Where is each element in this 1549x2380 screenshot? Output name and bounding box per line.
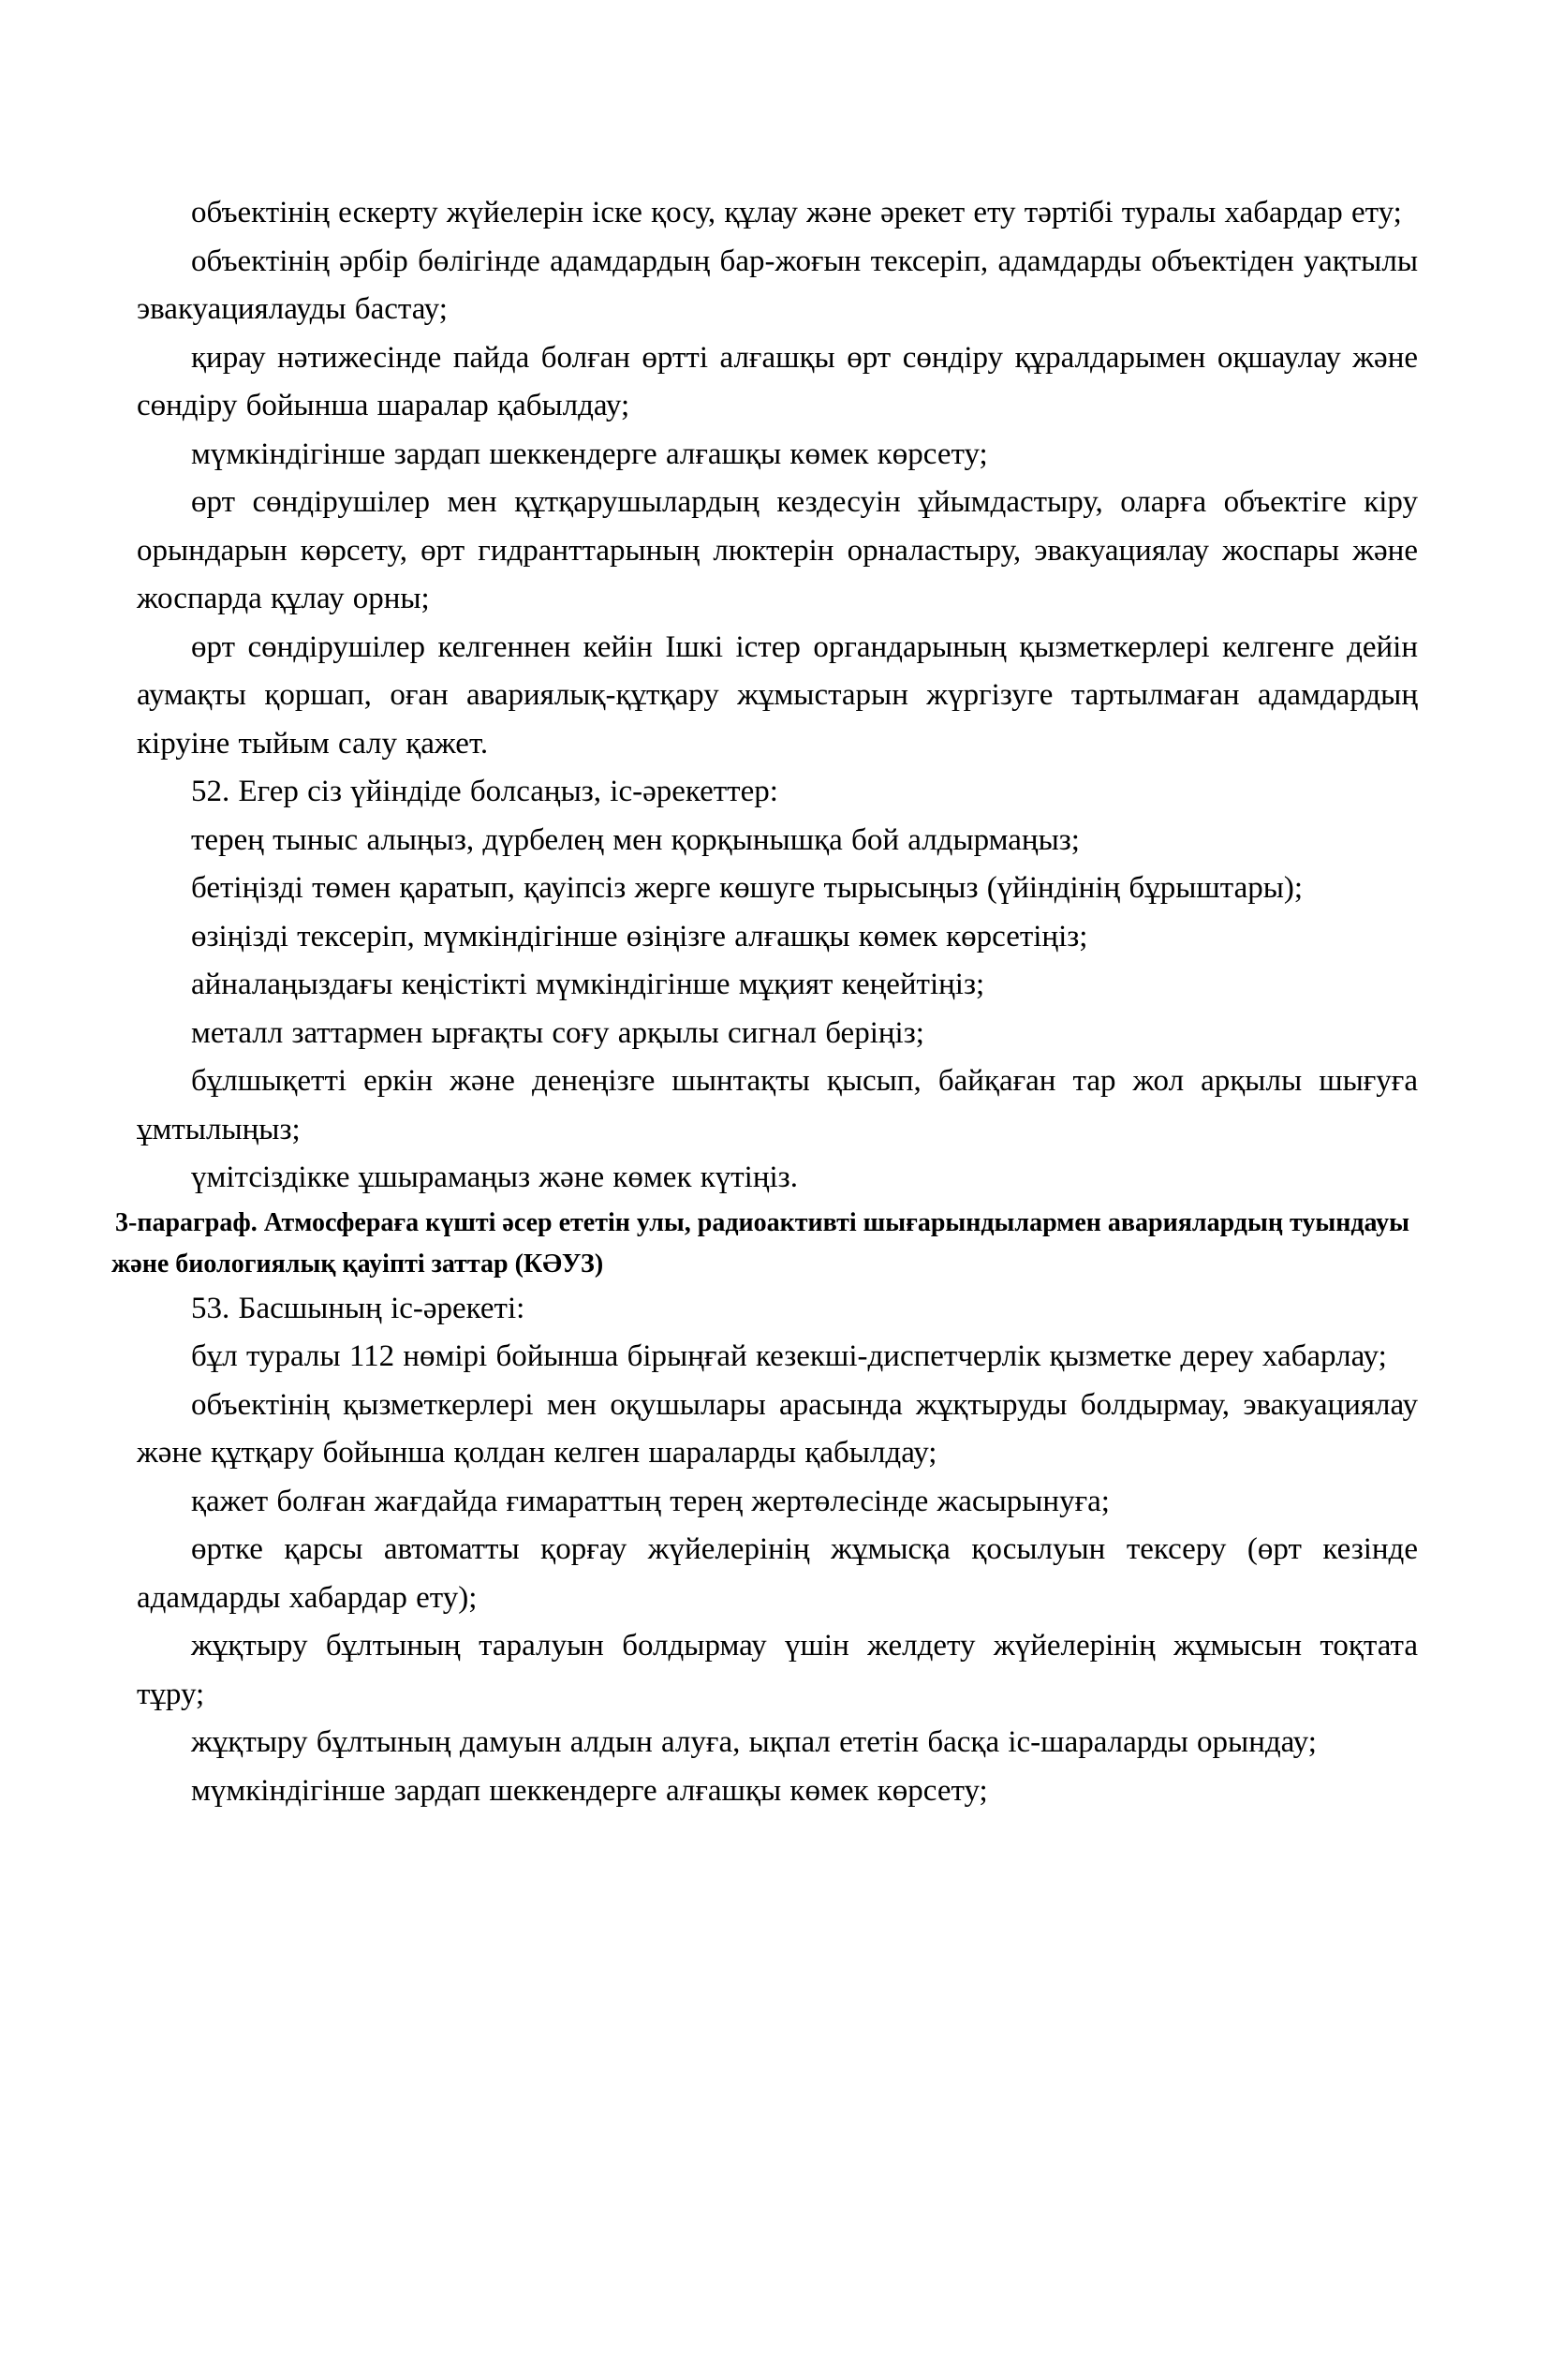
paragraph: объектінің қызметкерлері мен оқушылары арасында жұқтыруды болдырмау, эвакуациялау және құтқару бойынша қолдан келген шараларды қабылдау; [137,1387,1418,1470]
paragraph-item-52: 52. Егер сіз үйіндіде болсаңыз, іс-әрекеттер: [191,775,778,808]
paragraph: мүмкіндігінше зардап шеккендерге алғашқы көмек көрсету; [191,1773,988,1808]
paragraph: қирау нәтижесінде пайда болған өртті алғашқы өрт сөндіру құралдарымен оқшаулау және сөндіру бойынша шаралар қабылдау; [137,340,1418,422]
paragraph: мүмкіндігінше зардап шеккендерге алғашқы көмек көрсету; [191,436,988,471]
paragraph: үмітсіздікке ұшырамаңыз және көмек күтіңіз. [191,1160,798,1194]
paragraph: терең тыныс алыңыз, дүрбелең мен қорқынышқа бой алдырмаңыз; [191,822,1080,857]
paragraph: қажет болған жағдайда ғимараттың терең жертөлесінде жасырынуға; [191,1484,1110,1518]
paragraph: бұлшықетті еркін және денеңізге шынтақты қысып, байқаған тар жол арқылы шығуға ұмтылыңыз; [137,1064,1418,1146]
paragraph: объектінің ескерту жүйелерін іске қосу, құлау және әрекет ету тәртібі туралы хабардар ету; [191,196,1402,229]
paragraph-item-53: 53. Басшының іс-әрекеті: [191,1291,525,1325]
paragraph: жұқтыру бұлтының дамуын алдын алуға, ықпал ететін басқа іс-шараларды орындау; [191,1725,1317,1759]
paragraph: өртке қарсы автоматты қорғау жүйелерінің жұмысқа қосылуын тексеру (өрт кезінде адамдарды хабардар ету); [137,1532,1418,1615]
paragraph: бетіңізді төмен қаратып, қауіпсіз жерге көшуге тырысыңыз (үйіндінің бұрыштары); [191,871,1304,905]
paragraph: бұл туралы 112 нөмірі бойынша бірыңғай кезекші-диспетчерлік қызметке дереу хабарлау; [191,1339,1387,1373]
paragraph: объектінің әрбір бөлігінде адамдардың бар-жоғын тексеріп, адамдарды объектіден уақтылы эвакуациялауды бастау; [137,244,1418,326]
paragraph: айналаңыздағы кеңістікті мүмкіндігінше мұқият кеңейтіңіз; [191,968,985,1001]
paragraph: жұқтыру бұлтының таралуын болдырмау үшін желдету жүйелерінің жұмысын тоқтата тұру; [137,1629,1418,1711]
paragraph: өзіңізді тексеріп, мүмкіндігінше өзіңізге алғашқы көмек көрсетіңіз; [191,919,1088,953]
paragraph: өрт сөндірушілер келгеннен кейін Ішкі істер органдарының қызметкерлері келгенге дейін аумақты қоршап, оған авариялық-құтқару жұмыстарын жүргізуге тартылмаған адамдардың кіруіне тыйым салу қажет. [137,629,1418,761]
paragraph: металл заттармен ырғақты соғу арқылы сигнал беріңіз; [191,1015,924,1050]
document-text-block [111,0,1418,2380]
section-heading-paragraph-3: 3-параграф. Атмосфераға күшті әсер ететін улы, радиоактивті шығарындылармен авариялардың туындауы және биологиялық қауіпті заттар (КӘУЗ) [111,1207,1409,1279]
paragraph: өрт сөндірушілер мен құтқарушылардың кездесуін ұйымдастыру, оларға объектіге кіру орындарын көрсету, өрт гидранттарының люктерін орналастыру, эвакуациялау жоспары және жоспарда құлау орны; [137,485,1418,615]
